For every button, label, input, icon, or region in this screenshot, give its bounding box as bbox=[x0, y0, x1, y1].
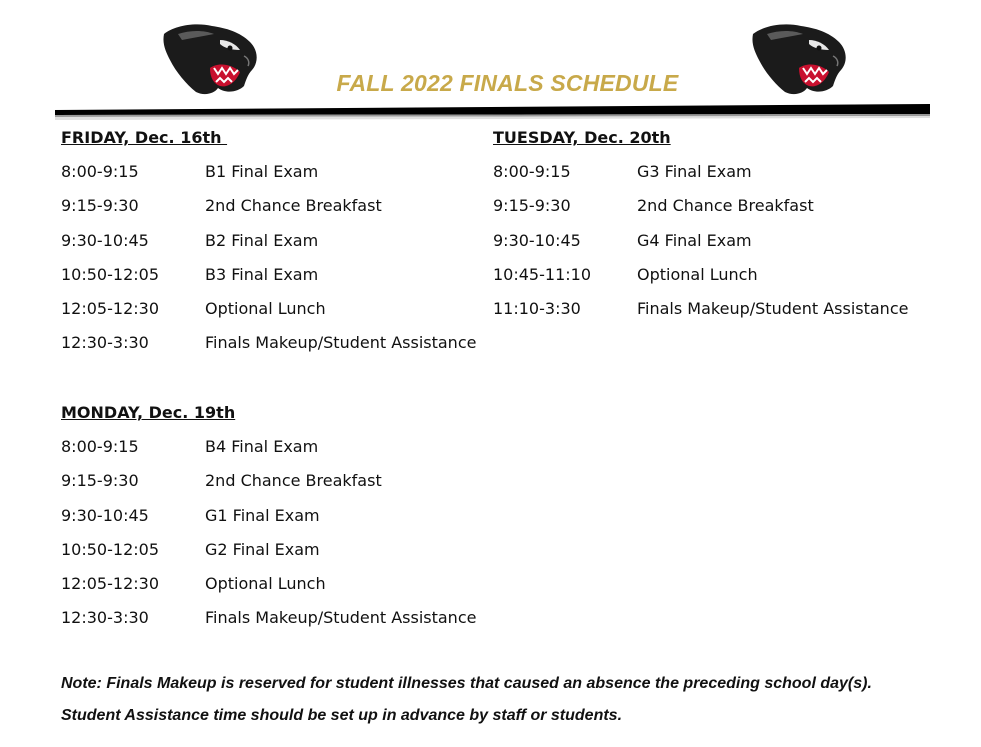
note-line: Note: Finals Makeup is reserved for student illnesses that caused an absence the preceding school day(s). bbox=[61, 675, 872, 692]
time-slot: 10:50-12:05 bbox=[61, 264, 159, 284]
event-name: Optional Lunch bbox=[205, 574, 326, 594]
time-slot: 12:05-12:30 bbox=[61, 574, 159, 594]
day-block-tuesday bbox=[493, 128, 908, 333]
event-name: B2 Final Exam bbox=[205, 230, 319, 250]
schedule-row bbox=[493, 162, 908, 196]
event-name: B1 Final Exam bbox=[205, 162, 319, 181]
time-slot: 9:30-10:45 bbox=[61, 230, 149, 250]
note-line: Student Assistance time should be set up in advance by staff or students. bbox=[61, 707, 623, 724]
schedule-row bbox=[61, 540, 476, 574]
schedule-row bbox=[61, 471, 476, 505]
schedule-row bbox=[61, 162, 476, 196]
schedule-row bbox=[493, 231, 908, 265]
event-name: B3 Final Exam bbox=[205, 264, 319, 284]
time-slot: 9:30-10:45 bbox=[493, 230, 581, 250]
event-name: G1 Final Exam bbox=[205, 505, 320, 525]
event-name: 2nd Chance Breakfast bbox=[205, 196, 382, 216]
day-block-monday bbox=[61, 403, 476, 643]
event-name: 2nd Chance Breakfast bbox=[205, 471, 382, 491]
time-slot: 9:15-9:30 bbox=[61, 471, 139, 491]
time-slot: 8:00-9:15 bbox=[61, 162, 139, 181]
event-name: G2 Final Exam bbox=[205, 539, 320, 559]
schedule-row bbox=[493, 196, 908, 230]
time-slot: 11:10-3:30 bbox=[493, 299, 581, 319]
schedule-row bbox=[61, 265, 476, 299]
schedule-row bbox=[61, 231, 476, 265]
schedule-row bbox=[493, 265, 908, 299]
schedule-row bbox=[61, 333, 476, 367]
day-heading: FRIDAY, Dec. 16th bbox=[61, 128, 228, 147]
time-slot: 12:05-12:30 bbox=[61, 299, 159, 319]
header-divider bbox=[55, 104, 930, 120]
day-heading: MONDAY, Dec. 19th bbox=[61, 403, 236, 422]
schedule-row bbox=[493, 299, 908, 333]
event-name: Optional Lunch bbox=[637, 264, 758, 284]
day-block-friday bbox=[61, 128, 476, 368]
event-name: Optional Lunch bbox=[205, 299, 326, 319]
time-slot: 10:45-11:10 bbox=[493, 264, 591, 284]
event-name: Finals Makeup/Student Assistance bbox=[205, 333, 477, 353]
time-slot: 12:30-3:30 bbox=[61, 608, 149, 628]
time-slot: 8:00-9:15 bbox=[493, 162, 571, 181]
page-title: FALL 2022 FINALS SCHEDULE bbox=[336, 70, 679, 96]
time-slot: 12:30-3:30 bbox=[61, 333, 149, 353]
event-name: Finals Makeup/Student Assistance bbox=[205, 608, 477, 628]
time-slot: 10:50-12:05 bbox=[61, 539, 159, 559]
schedule-row bbox=[61, 574, 476, 608]
schedule-row bbox=[61, 506, 476, 540]
time-slot: 9:15-9:30 bbox=[61, 196, 139, 216]
schedule-row bbox=[61, 299, 476, 333]
event-name: 2nd Chance Breakfast bbox=[637, 196, 814, 216]
time-slot: 9:15-9:30 bbox=[493, 196, 571, 216]
event-name: Finals Makeup/Student Assistance bbox=[637, 299, 909, 319]
day-heading: TUESDAY, Dec. 20th bbox=[493, 128, 671, 147]
schedule-row bbox=[61, 608, 476, 642]
event-name: G3 Final Exam bbox=[637, 162, 752, 181]
schedule-row bbox=[61, 437, 476, 471]
event-name: G4 Final Exam bbox=[637, 230, 752, 250]
time-slot: 9:30-10:45 bbox=[61, 505, 149, 525]
time-slot: 8:00-9:15 bbox=[61, 437, 139, 456]
schedule-row bbox=[61, 196, 476, 230]
event-name: B4 Final Exam bbox=[205, 437, 319, 456]
